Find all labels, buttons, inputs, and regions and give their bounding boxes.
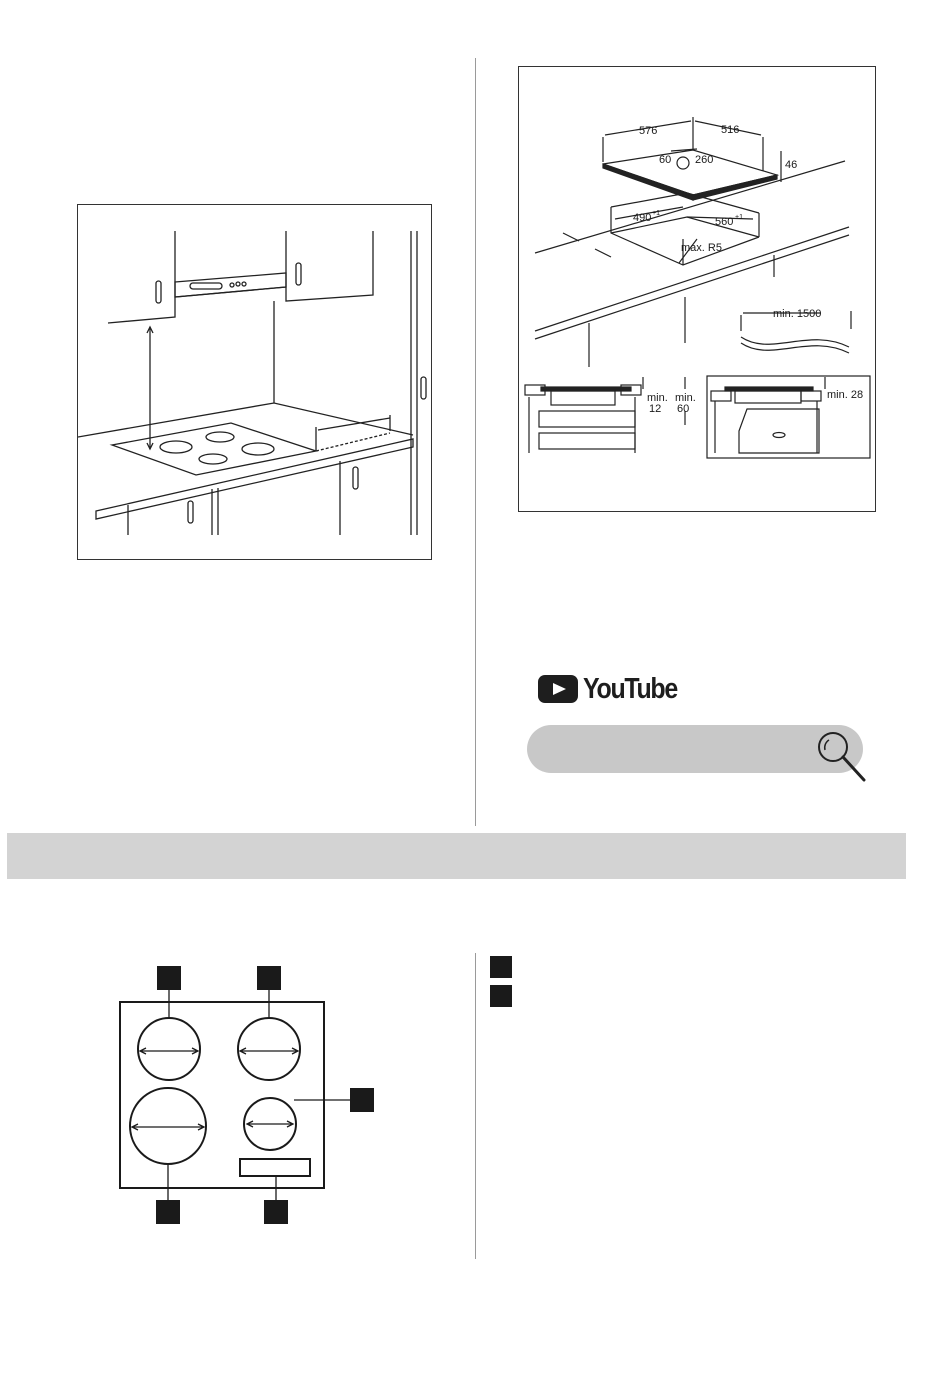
dimensions-figure <box>518 66 876 512</box>
youtube-wordmark: YouTube <box>583 672 677 705</box>
hob-layout-diagram <box>112 962 384 1226</box>
dim-min-b: min. <box>675 392 696 404</box>
hood-installation-figure <box>77 204 432 560</box>
dim-cut-width: 490 <box>633 212 652 224</box>
play-icon <box>538 675 578 703</box>
dim-depth-top: 516 <box>721 124 740 136</box>
dim-cut-depth-tol: +1 <box>735 214 743 221</box>
dim-val-b: 60 <box>677 403 690 415</box>
dim-val-a: 12 <box>649 403 662 415</box>
section-heading-bar <box>7 833 906 879</box>
marker-5 <box>264 1200 288 1224</box>
hood-installation-drawing <box>78 205 431 559</box>
legend-marker-1 <box>490 956 512 978</box>
column-divider-bottom <box>475 953 476 1259</box>
dim-height: 46 <box>785 159 798 171</box>
dim-inner-right: 260 <box>695 154 714 166</box>
dim-radius: max. R5 <box>681 242 722 254</box>
dim-min-a: min. <box>647 392 668 404</box>
dim-inner-left: 60 <box>659 154 672 166</box>
dim-width-top: 576 <box>639 125 658 137</box>
marker-3 <box>350 1088 374 1112</box>
column-divider-top <box>475 58 476 826</box>
dim-cut-depth: 560 <box>715 216 734 228</box>
legend-marker-2 <box>490 985 512 1007</box>
marker-1 <box>157 966 181 990</box>
dimensions-drawing <box>519 67 875 511</box>
magnifier-icon[interactable] <box>812 728 870 786</box>
dim-cable: min. 1500 <box>773 308 822 320</box>
dim-min-c: min. 28 <box>827 389 864 401</box>
youtube-logo[interactable] <box>538 674 692 704</box>
marker-4 <box>156 1200 180 1224</box>
dim-cut-width-tol: +1 <box>652 210 660 217</box>
marker-2 <box>257 966 281 990</box>
